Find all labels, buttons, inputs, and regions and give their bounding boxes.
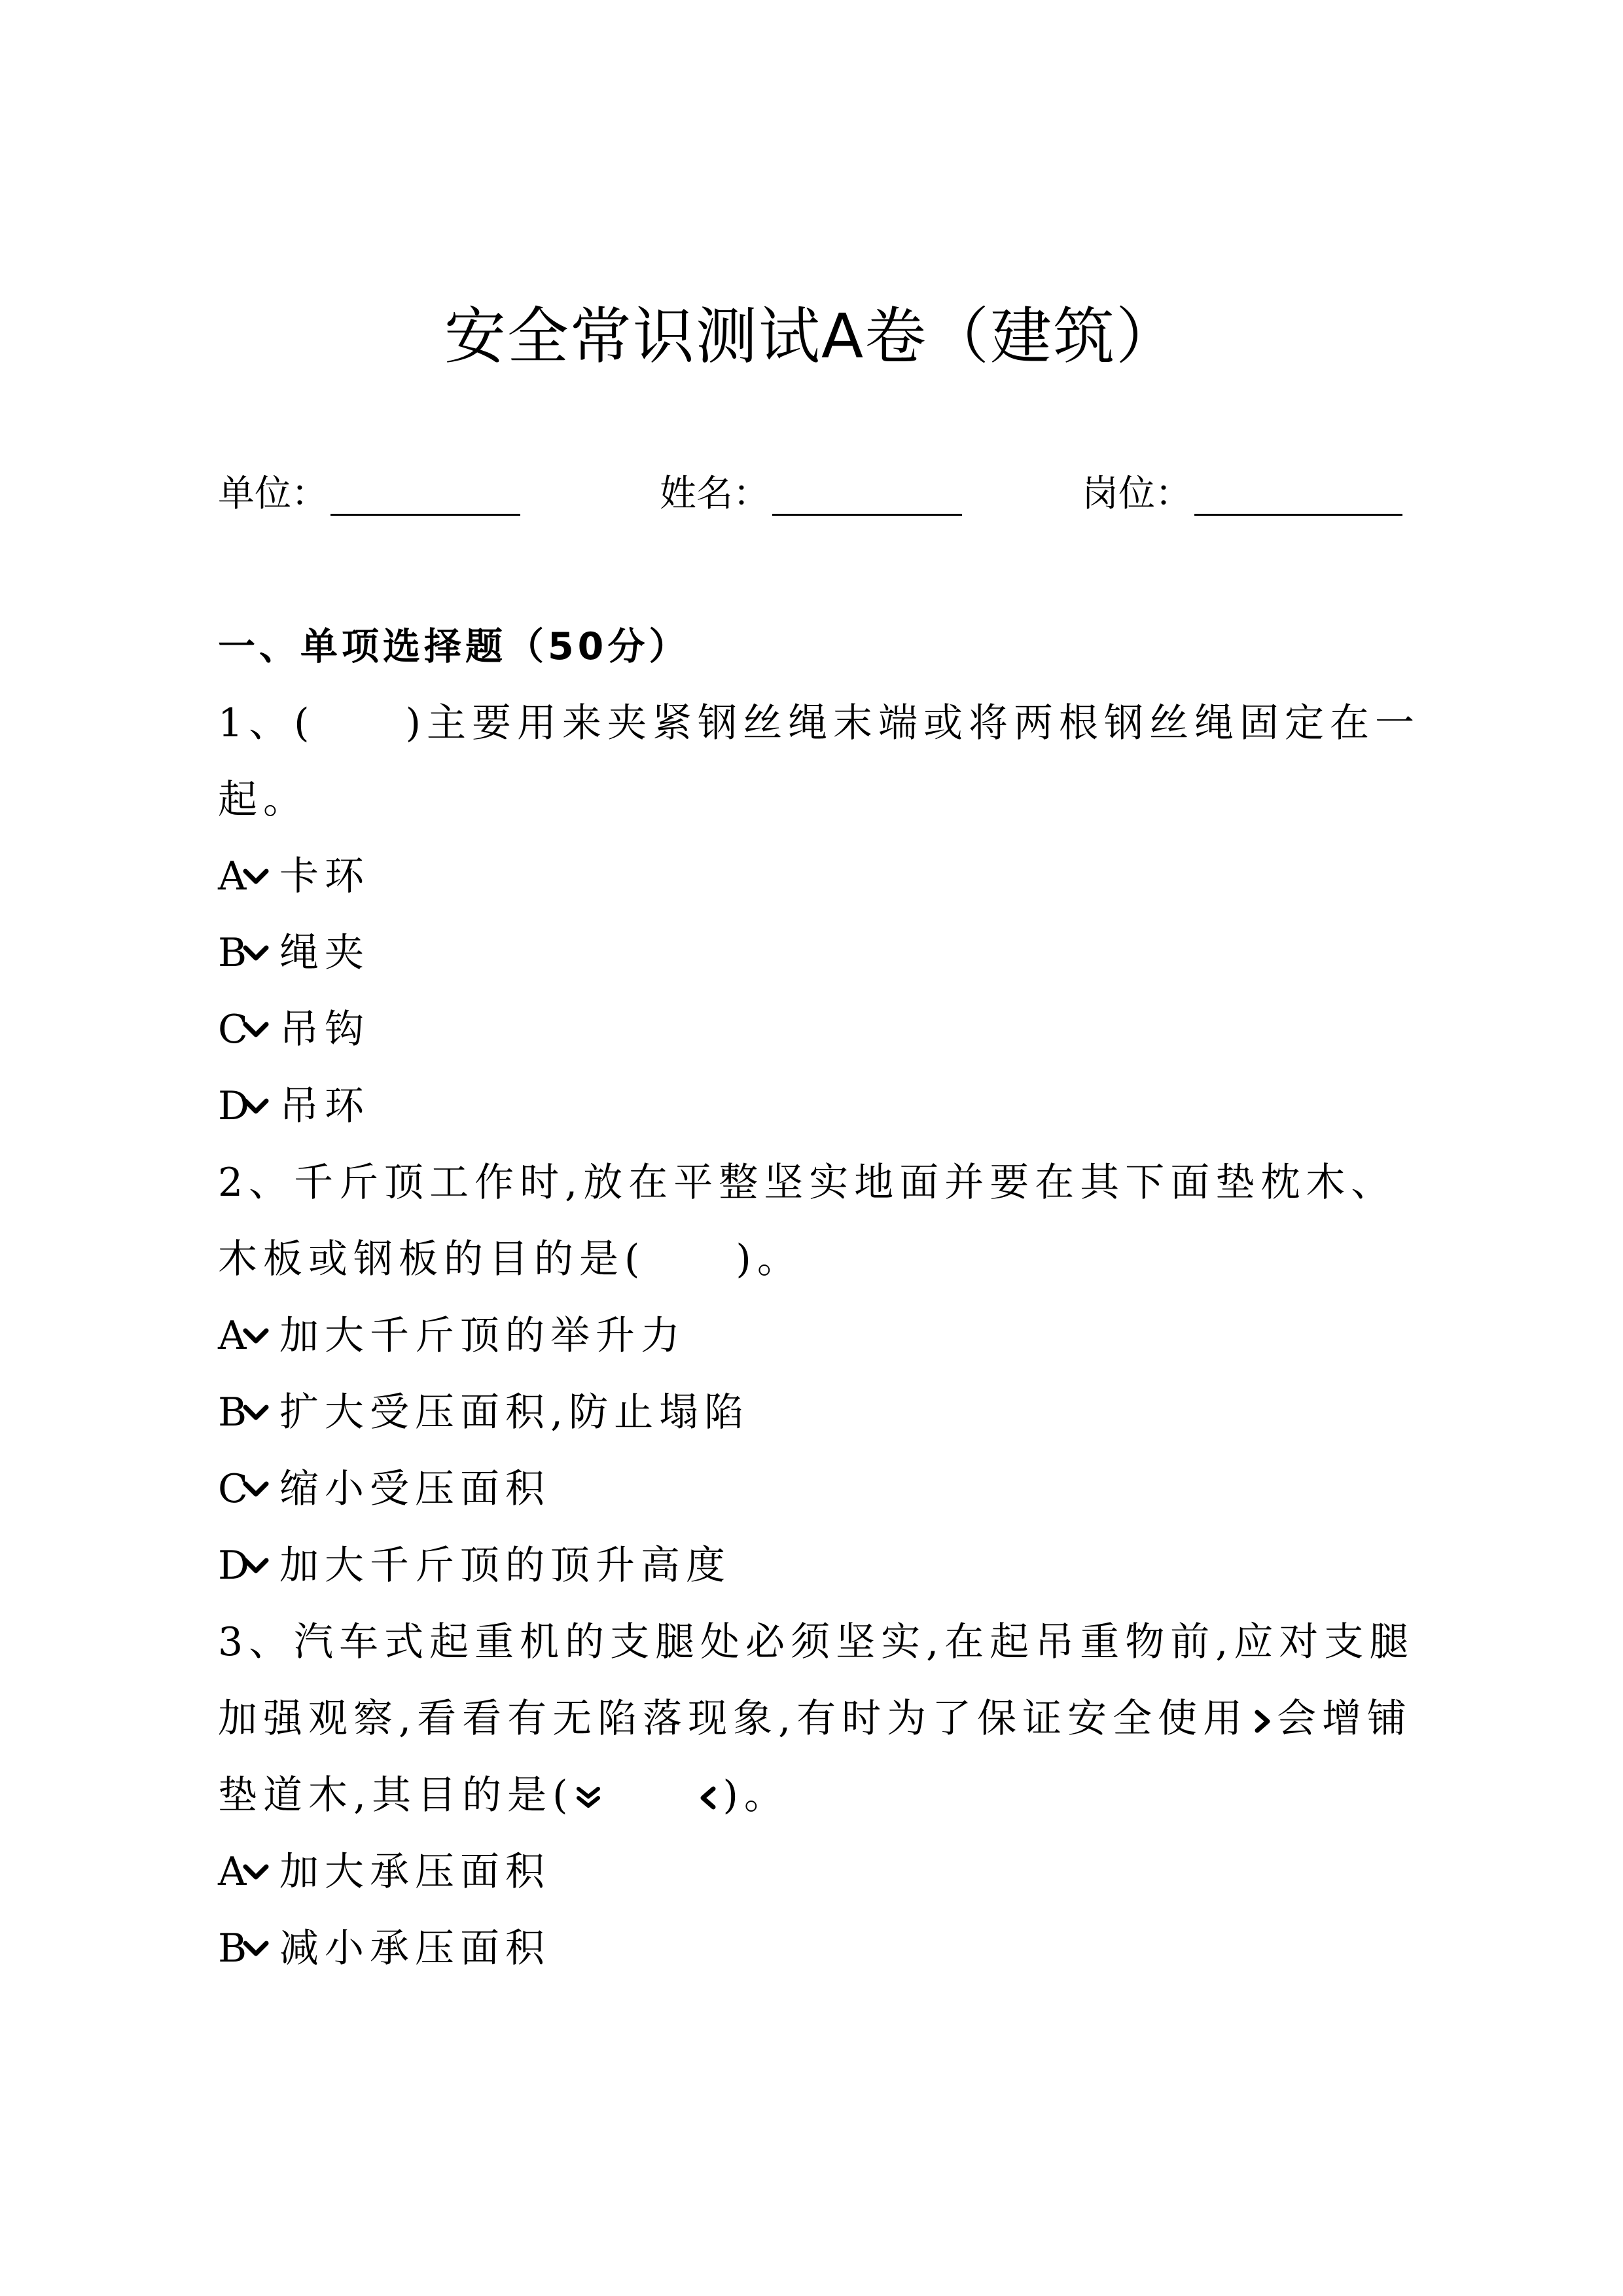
name-blank[interactable] [772, 461, 962, 516]
chevron-right-icon [1248, 1708, 1277, 1734]
post-blank[interactable] [1194, 461, 1402, 516]
question-3 [218, 1604, 1435, 1987]
question-3-option-b[interactable] [218, 1910, 1435, 1987]
question-2 [218, 1145, 1435, 1604]
chevron-down-icon [243, 1068, 279, 1145]
option-text: 扩大受压面积,防止塌陷 [279, 1390, 750, 1435]
post-field [1082, 458, 1402, 530]
chevron-down-icon [243, 1374, 279, 1451]
question-2-option-b[interactable] [218, 1374, 1435, 1451]
unit-blank[interactable] [330, 461, 520, 516]
question-1-option-a[interactable] [218, 838, 1435, 915]
question-2-option-c[interactable] [218, 1451, 1435, 1528]
chevron-down-icon [243, 915, 279, 992]
unit-field [218, 458, 520, 530]
question-1-option-c[interactable] [218, 992, 1435, 1068]
option-text: 缩小受压面积 [279, 1466, 550, 1512]
question-3-option-a[interactable] [218, 1834, 1435, 1910]
option-letter: A [218, 1313, 253, 1359]
option-letter: A [218, 853, 253, 899]
question-3-blank [603, 1772, 694, 1818]
chevron-down-icon [243, 1451, 279, 1528]
document-title: 安全常识测试A卷（建筑） [444, 301, 1179, 372]
option-text: 加大承压面积 [279, 1849, 550, 1895]
question-1-option-b[interactable] [218, 915, 1435, 992]
question-2-option-a[interactable] [218, 1298, 1435, 1374]
question-3-text-part4: )。 [722, 1772, 789, 1818]
option-text: 减小承压面积 [279, 1926, 550, 1971]
question-content [218, 609, 1435, 1987]
option-letter: D [218, 1083, 256, 1129]
post-label: 岗位： [1082, 473, 1192, 515]
question-1-text: 1、( )主要用来夹紧钢丝绳末端或将两根钢丝绳固定在一起。 [218, 700, 1420, 823]
question-2-text: 2、千斤顶工作时,放在平整坚实地面并要在其下面垫枕木、木板或钢板的目的是( )。 [218, 1160, 1397, 1282]
section-heading: 一、单项选择题（50分） [218, 625, 690, 668]
question-1 [218, 685, 1435, 1145]
question-3-text-part1: 3、汽车式起重机的支腿处必须坚实,在起吊重物前,应对支腿加强观察,看看有无陷落现象,有时为了保证安全使用 [218, 1619, 1415, 1742]
chevron-down-icon [243, 1910, 279, 1987]
option-text: 加大千斤顶的举升力 [279, 1313, 686, 1359]
chevron-down-icon [243, 1528, 279, 1604]
unit-label: 单位： [218, 473, 328, 515]
question-1-option-d[interactable] [218, 1068, 1435, 1145]
question-2-option-d[interactable] [218, 1528, 1435, 1604]
option-letter: A [218, 1849, 253, 1895]
option-text: 吊钩 [279, 1007, 370, 1052]
option-letter: C [218, 1466, 254, 1512]
chevron-down-icon [243, 1834, 279, 1910]
option-letter: C [218, 1007, 254, 1052]
question-3-text-part2: 会增铺垫道木,其目的是( [218, 1696, 1413, 1818]
name-field [660, 458, 962, 530]
option-letter: D [218, 1543, 256, 1588]
option-letter: B [218, 1926, 253, 1971]
chevron-down-icon [243, 838, 279, 915]
option-text: 吊环 [279, 1083, 370, 1129]
info-row [218, 458, 1416, 530]
double-chevron-down-icon [573, 1785, 603, 1811]
option-letter: B [218, 930, 253, 976]
name-label: 姓名： [660, 473, 770, 515]
option-text: 卡环 [279, 853, 370, 899]
question-3-text [218, 1604, 1435, 1834]
option-text: 加大千斤顶的顶升高度 [279, 1543, 731, 1588]
chevron-down-icon [243, 992, 279, 1068]
option-text: 绳夹 [279, 930, 370, 976]
option-letter: B [218, 1390, 253, 1435]
chevron-left-icon [694, 1785, 722, 1811]
chevron-down-icon [243, 1298, 279, 1374]
